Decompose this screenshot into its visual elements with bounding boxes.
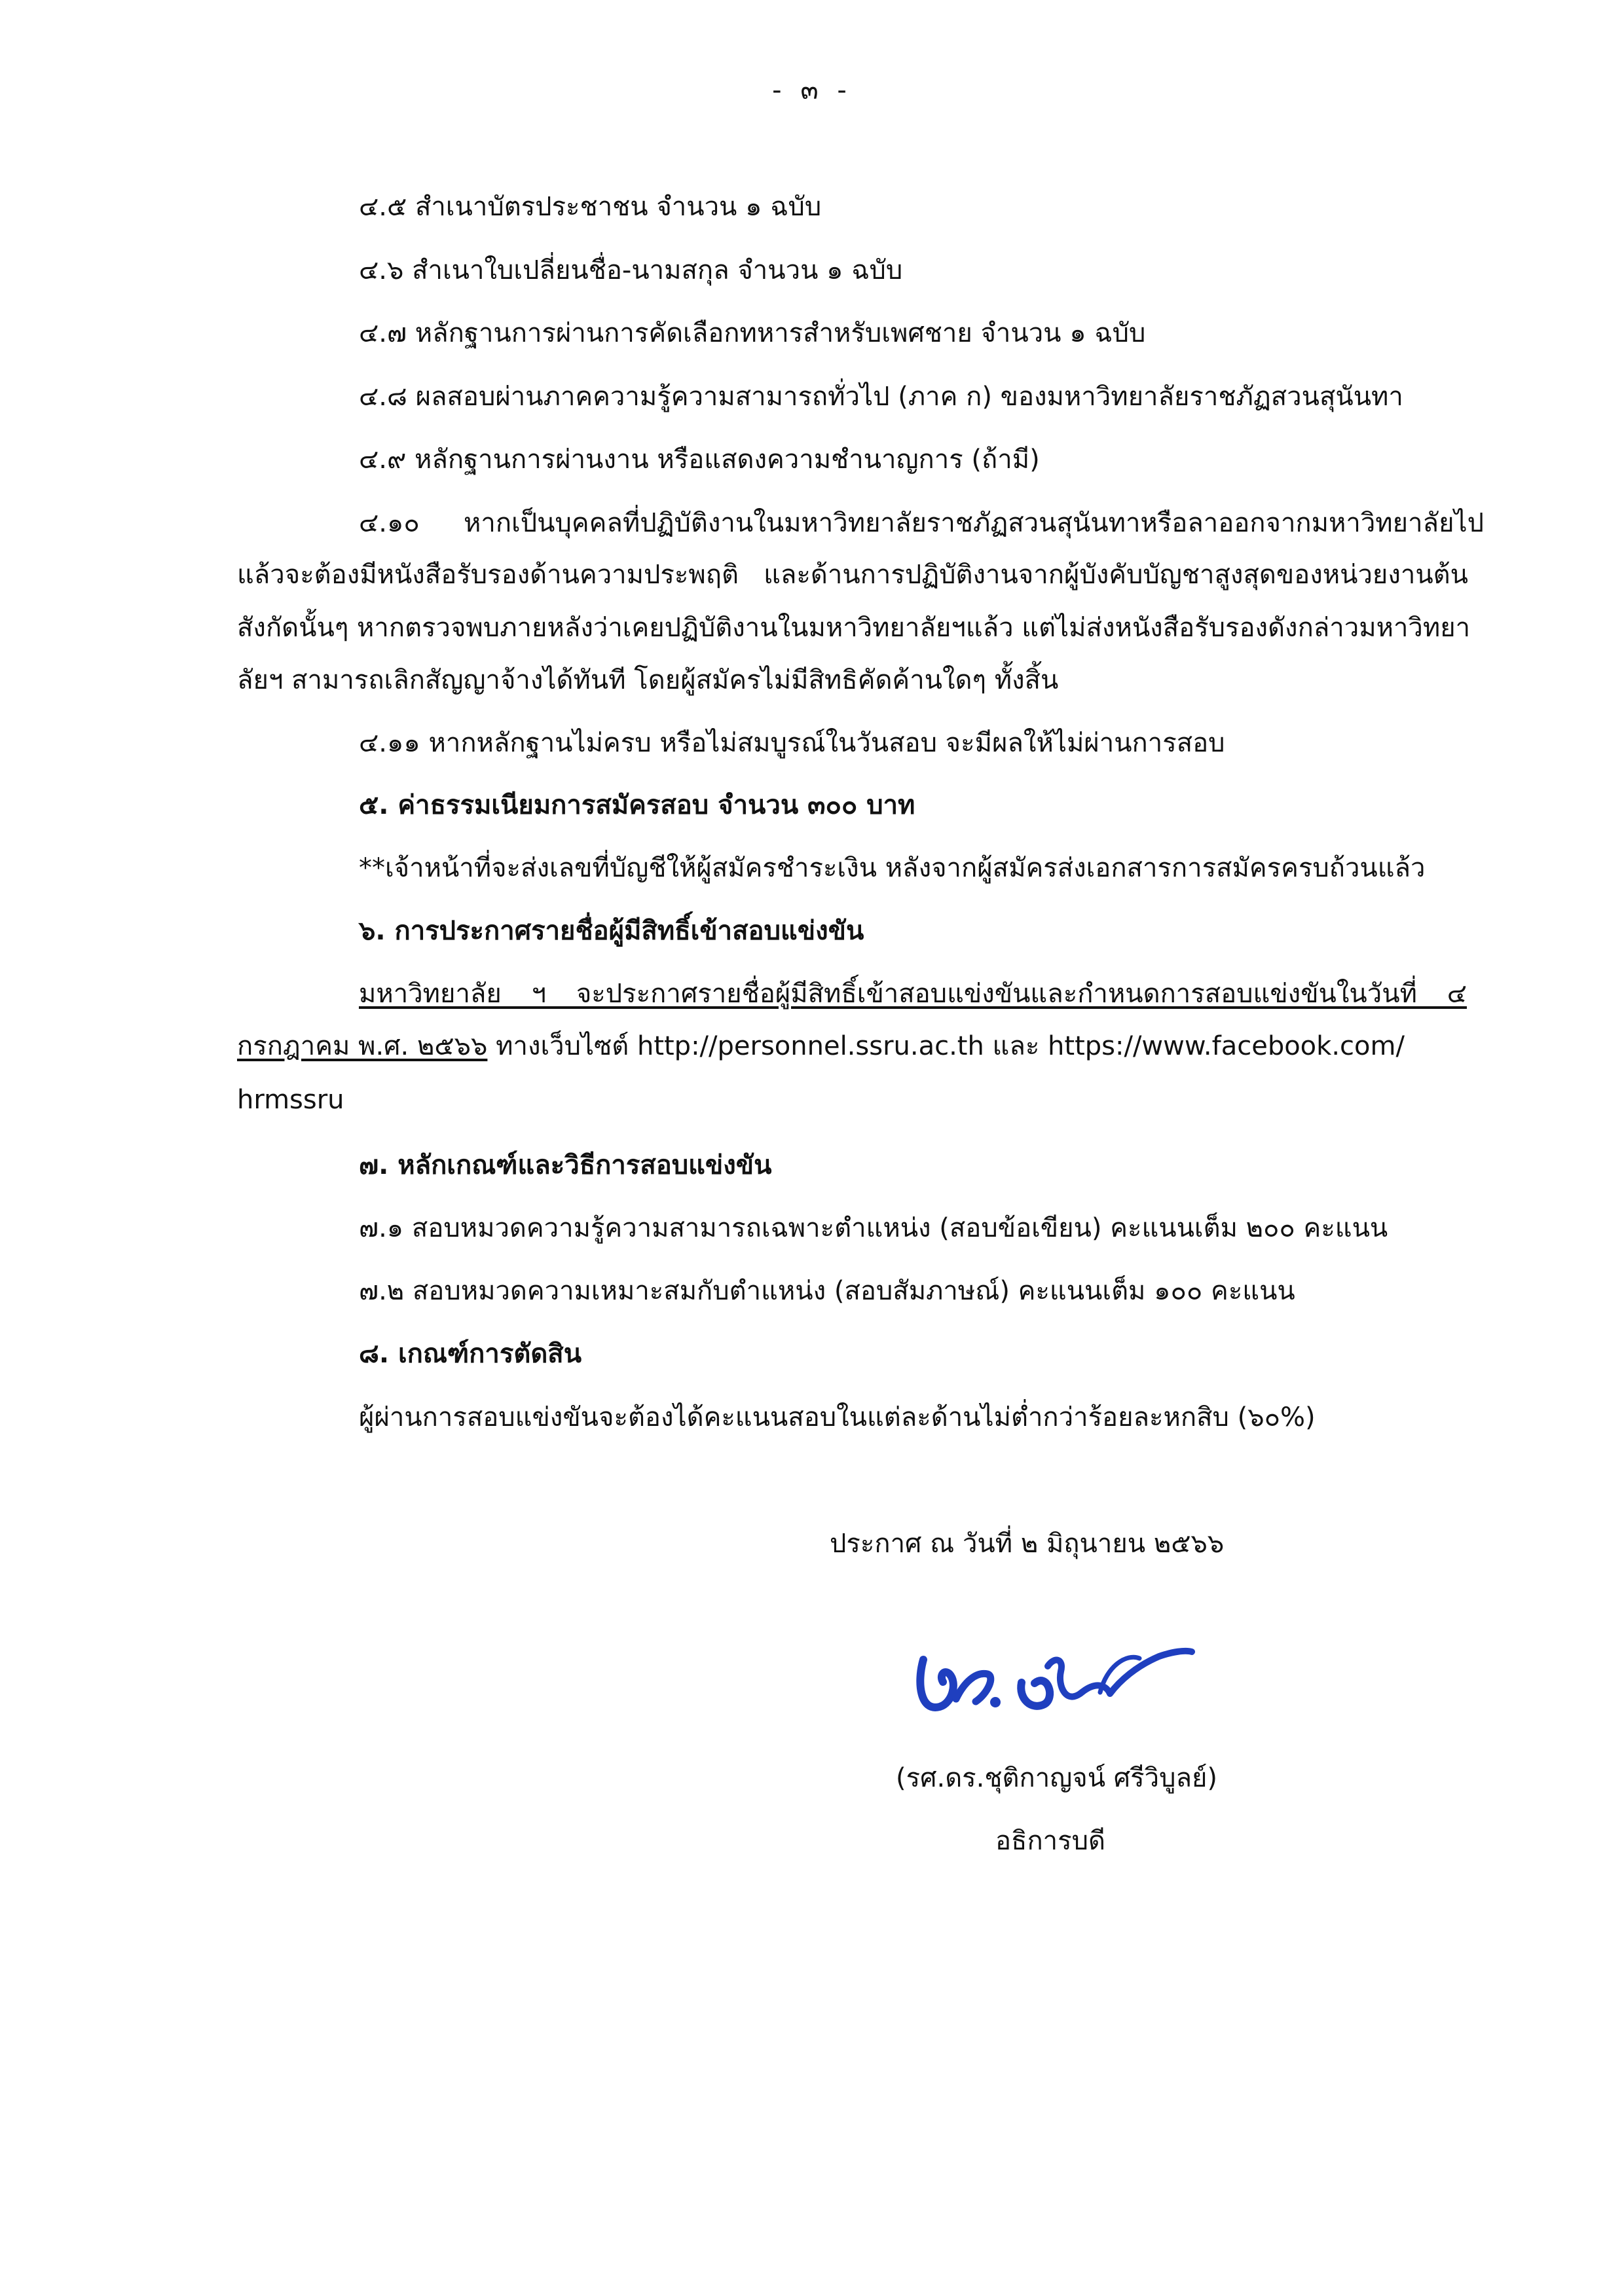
item-4-11: ๔.๑๑ หากหลักฐานไม่ครบ หรือไม่สมบูรณ์ในวันสอบ จะมีผลให้ไม่ผ่านการสอบ: [359, 728, 1225, 758]
item-4-8: ๔.๘ ผลสอบผ่านภาคความรู้ความสามารถทั่วไป (ภาค ก) ของมหาวิทยาลัยราชภัฏสวนสุนันทา: [359, 382, 1403, 412]
announcement-date-line: ประกาศ ณ วันที่ ๒ มิถุนายน ๒๕๖๖: [830, 1529, 1225, 1559]
section-8-text: ผู้ผ่านการสอบแข่งขันจะต้องได้คะแนนสอบในแต่ละด้านไม่ต่ำกว่าร้อยละหกสิบ (๖๐%): [359, 1402, 1316, 1432]
section-6-line-3: hrmssru: [237, 1085, 344, 1115]
signer-name: (รศ.ดร.ชุติกาญจน์ ศรีวิบูลย์): [896, 1763, 1218, 1793]
section-7-heading: ๗. หลักเกณฑ์และวิธีการสอบแข่งขัน: [359, 1150, 772, 1180]
item-7-1: ๗.๑ สอบหมวดความรู้ความสามารถเฉพาะตำแหน่ง (สอบข้อเขียน) คะแนนเต็ม ๒๐๐ คะแนน: [359, 1213, 1388, 1243]
item-4-10-number: ๔.๑๐: [359, 508, 420, 538]
item-4-10-line-4: ลัยฯ สามารถเลิกสัญญาจ้างได้ทันที โดยผู้สมัครไม่มีสิทธิคัดค้านใดๆ ทั้งสิ้น: [237, 665, 1059, 695]
item-4-9: ๔.๙ หลักฐานการผ่านงาน หรือแสดงความชำนาญการ (ถ้ามี): [359, 445, 1040, 475]
item-4-10-line-3: สังกัดนั้นๆ หากตรวจพบภายหลังว่าเคยปฏิบัติงานในมหาวิทยาลัยฯแล้ว แต่ไม่ส่งหนังสือรับรองดังกล่าวมหาวิทยา: [237, 613, 1471, 643]
item-4-7: ๔.๗ หลักฐานการผ่านการคัดเลือกทหารสำหรับเพศชาย จำนวน ๑ ฉบับ: [359, 318, 1146, 348]
section-5-heading: ๕. ค่าธรรมเนียมการสมัครสอบ จำนวน ๓๐๐ บาท: [359, 790, 915, 820]
item-7-2: ๗.๒ สอบหมวดความเหมาะสมกับตำแหน่ง (สอบสัมภาษณ์) คะแนนเต็ม ๑๐๐ คะแนน: [359, 1276, 1295, 1306]
item-4-10-line-2: แล้วจะต้องมีหนังสือรับรองด้านความประพฤติ และด้านการปฏิบัติงานจากผู้บังคับบัญชาสูงสุดของหน่วยงานต้น: [237, 560, 1468, 590]
signature-image: [910, 1620, 1205, 1719]
section-8-heading: ๘. เกณฑ์การตัดสิน: [359, 1339, 582, 1369]
item-4-10-text: หากเป็นบุคคลที่ปฏิบัติงานในมหาวิทยาลัยราชภัฏสวนสุนันทาหรือลาออกจากมหาวิทยาลัยไป: [464, 508, 1485, 538]
section-6-line-2: [237, 1028, 1405, 1065]
section-6-website-text: ทางเว็บไซต์ http://personnel.ssru.ac.th และ https://www.facebook.com/: [487, 1031, 1405, 1061]
announcement-date: กรกฎาคม พ.ศ. ๒๕๖๖: [237, 1031, 488, 1061]
item-4-5: ๔.๕ สำเนาบัตรประชาชน จำนวน ๑ ฉบับ: [359, 192, 822, 222]
section-6-heading: ๖. การประกาศรายชื่อผู้มีสิทธิ์เข้าสอบแข่งขัน: [359, 916, 864, 946]
section-6-line-1: มหาวิทยาลัย ฯ จะประกาศรายชื่อผู้มีสิทธิ์เข้าสอบแข่งขันและกำหนดการสอบแข่งขันในวันที่ ๔: [359, 979, 1467, 1009]
signer-title: อธิการบดี: [995, 1826, 1105, 1856]
page-number: - ๓ -: [772, 75, 852, 105]
item-4-6: ๔.๖ สำเนาใบเปลี่ยนชื่อ-นามสกุล จำนวน ๑ ฉบับ: [359, 255, 903, 285]
section-5-note: **เจ้าหน้าที่จะส่งเลขที่บัญชีให้ผู้สมัครชำระเงิน หลังจากผู้สมัครส่งเอกสารการสมัครครบถ้วนแล้ว: [359, 853, 1426, 883]
item-4-10-first-line: [359, 505, 1484, 541]
